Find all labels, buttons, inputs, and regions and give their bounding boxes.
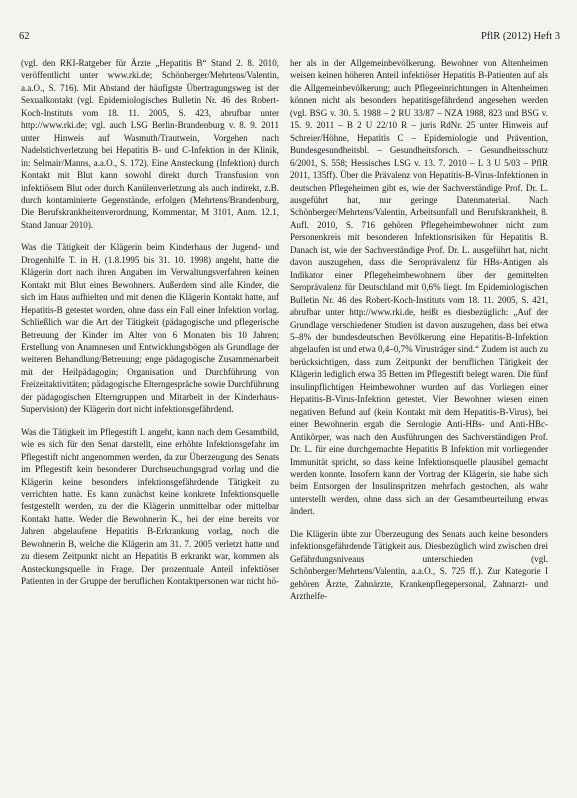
paragraph: Was die Tätigkeit im Pflegestift I. angeht, kann nach dem Gesamtbild, wie es sich für den Senat darstellt, eine erhöhte Infektionsgefahr im Pflegestift nicht angenommen werden, da zur Überzeugung des Senats im Pflegestift kein besonderer Durchseuchungsgrad vorlag und die Klägerin keine besonders infektionsgefährdende Tätigkeit zu verrichten hatte. Es kann zunächst keine konkrete Infektionsquelle festgestellt werden, zu der die Klägerin unmittelbar oder mittelbar Kontakt hatte. Weder die Bewohnerin K., bei der eine bereits vor Jahren abgelaufene Hepatitis B-Erkrankung vorlag, noch die Bewohnerin B, welche die Klägerin am 31. 7. 2005 verletzt hatte und zu diesem Zeitpunkt nicht an Hepatitis B erkrankt war, kommen als Ansteckungsquelle in Frage. Der prozentuale Anteil infektiöser Patienten in der Gruppe der beruflichen Kontaktpersonen war nicht hö- bbox=[21, 426, 279, 587]
page-header bbox=[19, 30, 560, 44]
left-column bbox=[21, 57, 279, 785]
right-column bbox=[290, 57, 548, 785]
paragraph: Was die Tätigkeit der Klägerin beim Kinderhaus der Jugend- und Drogenhilfe T. in H. (1.8.1995 bis 31. 10. 1998) angeht, hatte die Klägerin dort nach ihren Angaben im Verwaltungsverfahren keinen Kontakt mit Blut eines Bewohners. Außerdem sind alle Kinder, die sich im Haus aufhielten und mit denen die Klägerin Kontakt hatte, auf Hepatitis-B getestet worden, ohne dass ein Fall einer Infektion vorlag. Schließlich war die Art der Tätigkeit (pädagogische und pflegerische Betreuung der Kinder im Alter von 6 Monaten bis 10 Jahren; Erstellung von Anamnesen und Entwicklungsbögen als Grundlage der weiteren Behandlung/Betreuung; enge pädagogische Zusammenarbeit mit der Heilpädagogin; Organisation und Durchführung von Freizeitaktivitäten; pädagogische Elterngespräche sowie Durchführung der pädagogischen Elterngruppen und Mitarbeit in der Kinderhaus-Supervision) der Klägerin dort nicht infektionsgefährdend. bbox=[21, 242, 279, 415]
paragraph: her als in der Allgemeinbevölkerung. Bewohner von Altenheimen weisen keinen höheren Anteil infektiöser Hepatitis B-Patienten auf als die Allgemeinbevölkerung; auch Pflegeeinrichtungen in Altenheimen können nicht als besonders hepatitisgefährdend angesehen werden (vgl. BSG v. 30. 5. 1988 – 2 RU 33/87 – NZA 1988, 823 und BSG v. 15. 9. 2011 – B 2 U 22/10 R – juris RdNr. 25 unter Hinweis auf Schreier/Höhne, Hepatitis C – Epidemiologie und Prävention, Bundesgesundheitsbl. – Gesundheitsforsch. – Gesundheitsschutz 6/2001, S. 558; Hessisches LSG v. 13. 7. 2010 – L 3 U 5/03 – PflR 2011, 135ff). Über die Prävalenz von Hepatitis-B-Virus-Infektionen in deutschen Pflegeheimen gibt es, wie der Sachverständige Prof. Dr. L. ausgeführt hat, nur geringe Datenmaterial. Nach Schönberger/Mehrtens/Valentin, Arbeitsunfall und Berufskrankheit, 8. Aufl. 2010, S. 716 gehören Pflegeheimbewohner nicht zum Personenkreis mit besonderen Infektionsrisiken für Hepatitis B. Danach ist, wie der Sachverständige Prof. Dr. L. ausgeführt hat, nicht davon auszugehen, dass die Seroprävalenz für HBs-Antigen als Indikator einer Pflegeheimbewohnern über der gemittelten Seroprävalenz für Deutschland mit 0,6% liegt. Im Epidemiologischen Bulletin Nr. 46 des Robert-Koch-Instituts vom 18. 11. 2005, S. 421, abrufbar unter http://www.rki.de, heißt es diesbezüglich: „Auf der Grundlage verschiedener Studien ist davon auszugehen, dass bei etwa 5–8% der bundesdeutschen Bevölkerung eine Hepatitis-B-Infektion abgelaufen ist und etwa 0,4–0,7% Virusträger sind.“ Zudem ist auch zu berücksichtigen, dass zum Zeitpunkt der beruflichen Tätigkeit der Klägerin lediglich etwa 35 Betten im Pflegestift belegt waren. Die fünf insulinpflichtigen Heimbewohner wurden auf das Vorliegen einer Hepatitis-B-Virus-Infektion getestet. Vier Bewohner wiesen einen negativen Befund auf (kein Kontakt mit dem Hepatitis-B-Virus), bei einer Bewohnerin ergab die Serologie Anti-HBs- und Anti-HBc-Antikörper, was nach den Ausführungen des Sachverständigen Prof. Dr. L. für eine durchgemachte Hepatitis B Infektion mit vorliegender Immunität spricht, so dass keine Infektionsquelle plausibel gemacht werden konnte. Insofern kann der Vortrag der Klägerin, sie habe sich beim Entsorgen der Insulinspritzen mehrfach gestochen, als wahr unterstellt werden, ohne dass sich an der Gesamtbeurteilung etwas ändert. bbox=[290, 58, 548, 517]
page-number: 62 bbox=[19, 31, 30, 42]
journal-reference: PflR (2012) Heft 3 bbox=[480, 31, 560, 42]
paragraph: (vgl. den RKI-Ratgeber für Ärzte „Hepatitis B“ Stand 2. 8. 2010, veröffentlicht unter www.rki.de; Schönberger/Mehrtens/Valentin, a.a.O., S. 716). Mit Abstand der häufigste Übertragungsweg ist der Sexualkontakt (vgl. Epidemiologisches Bulletin Nr. 46 des Robert-Koch-Instituts vom 18. 11. 2005, S. 423, abrufbar unter http://www.rki.de; vgl. auch LSG Berlin-Brandenburg v. 8. 9. 2011 unter Hinweis auf Wasmuth/Trautwein, Vorgehen nach Nadelstichverletzung bei Hepatitis B- und C-Infektion in der Klinik, in: Selmair/Manns, a.a.O., S. 172). Eine Ansteckung (Infektion) durch Kontakt mit Blut kann sowohl direkt durch Transfusion von infektiösem Blut oder durch Kanülenverletzung als auch indirekt, z.B. durch kontaminierte Gegenstände, erfolgen (Mehrtens/Brandenburg, Die Berufskrankheitenverordnung, Kommentar, M 3101, Anm. 12.1, Stand Januar 2010). bbox=[21, 58, 279, 230]
paragraph: Die Klägerin übte zur Überzeugung des Senats auch keine besonders infektionsgefährdende Tätigkeit aus. Diesbezüglich wird zwischen drei Gefährdungsniveaus unterschieden (vgl. Schönberger/Mehrtens/Valentin, a.a.O., S. 725 ff.). Zur Kategorie I gehören Ärzte, Zahnärzte, Krankenpflegepersonal, Zahnarzt- und Arzthelfe- bbox=[290, 528, 548, 602]
